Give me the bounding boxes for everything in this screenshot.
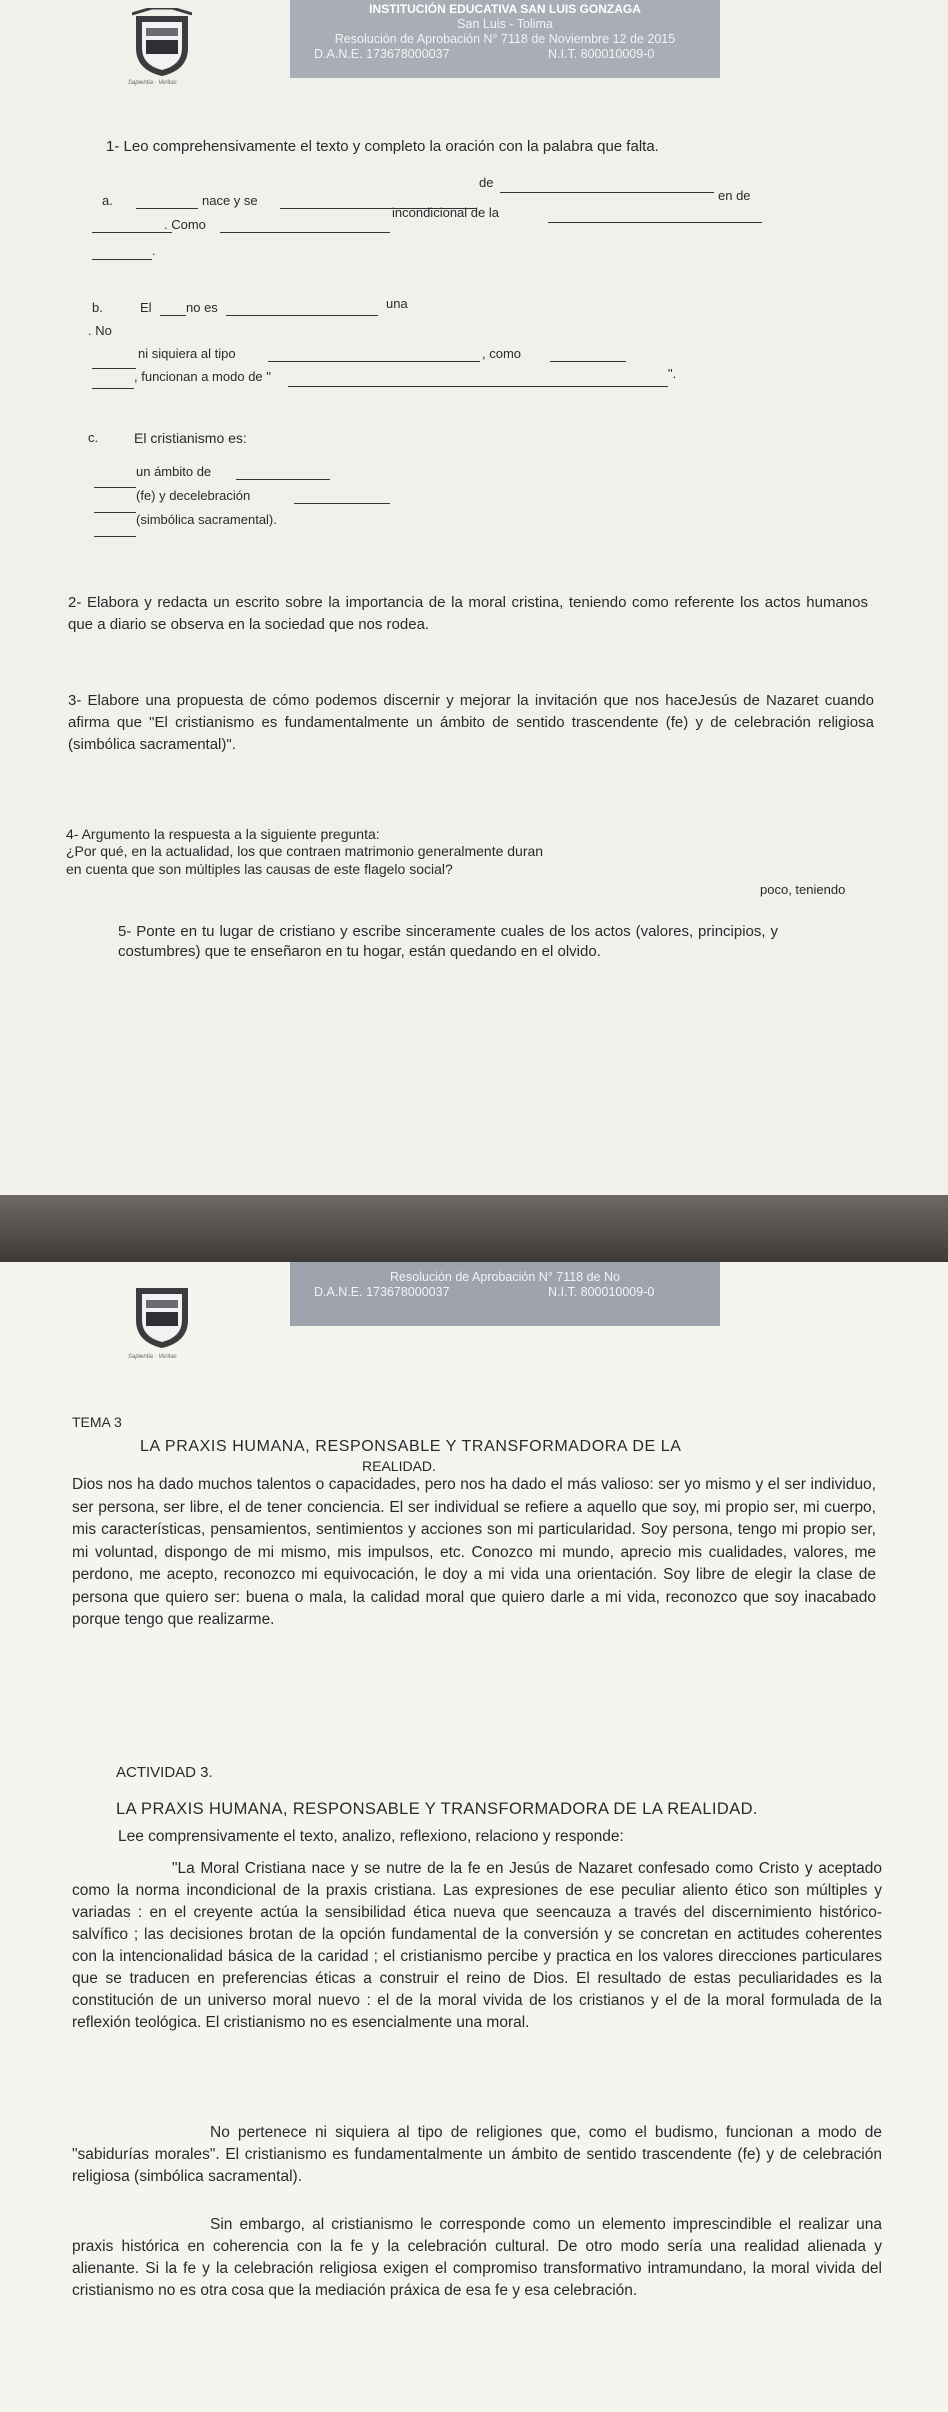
header-banner-2 <box>290 1262 720 1326</box>
worksheet-page-2 <box>0 1262 948 2412</box>
q1a-de: de <box>479 175 494 190</box>
reading-paragraph-2: No pertenece ni siquiera al tipo de religiones que, como el budismo, funcionan a modo de "sabidurías morales". El cristianismo es fundamentalmente un ámbito de sentido trascendente (fe) y de celebración religiosa (simbólica sacramental). <box>72 2124 882 2185</box>
question-3: 3- Elabore una propuesta de cómo podemos discernir y mejorar la invitación que nos haceJesús de Nazaret cuando afirma que "El cristianismo es fundamentalmente un ámbito de sentido trascendente (fe) y de celebración religiosa (simbólica sacramental)". <box>68 692 874 753</box>
nit-code: N.I.T. 800010009-0 <box>548 47 655 61</box>
q1a-period: . <box>152 243 156 258</box>
school-name: INSTITUCIÓN EDUCATIVA SAN LUIS GONZAGA <box>369 2 641 16</box>
q1c-blank-4[interactable] <box>294 491 390 504</box>
q1b-noes: no es <box>186 300 218 315</box>
actividad-title: LA PRAXIS HUMANA, RESPONSABLE Y TRANSFORMADORA DE LA REALIDAD. <box>116 1800 758 1818</box>
q1b-blank-7[interactable] <box>288 374 668 387</box>
q1a-como: . Como <box>164 217 206 232</box>
question-2: 2- Elabora y redacta un escrito sobre la importancia de la moral cristina, teniendo como referente los actos humanos que a diario se observa en la sociedad que nos rodea. <box>68 594 868 633</box>
question-4-extra: poco, teniendo <box>760 882 846 897</box>
q1c-blank-2[interactable] <box>236 467 330 480</box>
q1a-blank-3[interactable] <box>92 220 172 233</box>
question-4-line-3: en cuenta que son múltiples las causas de este flagelo social? <box>66 861 453 877</box>
q1b-end: ". <box>668 366 677 381</box>
q1c-ambito: un ámbito de <box>136 464 212 479</box>
intro-paragraph: Dios nos ha dado muchos talentos o capacidades, pero nos ha dado el más valioso: ser yo mismo y el ser individuo, ser persona, ser libre, el de tener conciencia. El ser individual se refiere a aquello que soy, mi propio ser, mi cuerpo, mis características, pensamientos, sentimientos y acciones son mi particularidad. Soy persona, tengo mi propio ser, mi voluntad, dispongo de mi mismo, mis impulsos, etc. Conozco mi mundo, aprecio mis cualidades, valores, me perdono, me acepto, reconozco mi equivocación, le doy a mi vida una orientación. Soy libre de elegir la clase de persona que quiero ser: buena o mala, la calidad moral que quiero darle a mi vida, reconozco que soy inacabado porque tengo que realizarme. <box>72 1476 876 1628</box>
question-1-title: 1- Leo comprehensivamente el texto y completo la oración con la palabra que falta. <box>106 138 659 155</box>
q1b-blank-2[interactable] <box>226 303 378 316</box>
tema-title-line-2: REALIDAD. <box>362 1458 436 1474</box>
q1a-incond: incondicional de la <box>392 205 499 220</box>
q1b-blank-6[interactable] <box>92 376 134 389</box>
q1c-title: El cristianismo es: <box>134 430 247 446</box>
reading-paragraph-3: Sin embargo, al cristianismo le corresponde como un elemento imprescindible el realizar una praxis histórica en coherencia con la fe y la celebración cultural. De otro modo sería una realidad alienada y alienante. Si la fe y la celebración religiosa exigen el compromiso transformativo intramundano, la moral vivida del cristianismo no es otra cosa que la mediación práxica de esa fe y esa celebración. <box>72 2216 882 2299</box>
school-header <box>0 0 948 92</box>
header-banner <box>290 0 720 78</box>
tema-title: LA PRAXIS HUMANA, RESPONSABLE Y TRANSFORMADORA DE LA <box>140 1438 682 1455</box>
question-5: 5- Ponte en tu lugar de cristiano y escribe sinceramente cuales de los actos (valores, principios, y costumbres) que te enseñaron en tu hogar, están quedando en el olvido. <box>118 923 778 960</box>
q1c-blank-5[interactable] <box>94 524 136 537</box>
q1a-blank-5[interactable] <box>548 210 762 223</box>
q1b-ni: ni siquiera al tipo <box>138 346 236 361</box>
school-crest-icon <box>132 1280 192 1350</box>
q1c-fe: (fe) y decelebración <box>136 488 251 503</box>
q1c-label: c. <box>88 430 99 445</box>
reading-paragraph-1: "La Moral Cristiana nace y se nutre de la fe en Jesús de Nazaret confesado como Cristo y aceptado como la norma incondicional de la praxis cristiana. Las expresiones de ese peculiar aliento ético son múltiples y variadas : en el creyente actúa la sensibilidad ética nueva que seencauza a través del discernimiento histórico-salvífico ; las decisiones brotan de la opción fundamental de la conversión y se concretan en actitudes coherentes con la intencionalidad básica de la caridad ; el cristianismo percibe y practica en los valores direcciones particulares que se traducen en preferencias éticas a construir el reino de Dios. El resultado de estas peculiaridades es la constitución de un universo moral nuevo : el de la moral vivida de los cristianos y el de la moral formulada de la reflexión teológica. El cristianismo no es esencialmente una moral. <box>72 1860 882 2031</box>
tema-label: TEMA 3 <box>72 1414 122 1430</box>
q1b-el: El <box>140 300 152 315</box>
q1a-blank-de[interactable] <box>500 180 714 193</box>
q1b-blank-3[interactable] <box>92 356 136 369</box>
page-gap-shadow <box>0 1195 948 1265</box>
actividad-label: ACTIVIDAD 3. <box>116 1764 213 1781</box>
q1a-blank-1[interactable] <box>136 196 198 209</box>
q1b-label: b. <box>92 300 103 315</box>
q1c-simb: (simbólica sacramental). <box>136 512 277 527</box>
question-4-line-2: ¿Por qué, en la actualidad, los que contraen matrimonio generalmente duran <box>66 843 544 859</box>
q1b-una: una <box>386 296 408 311</box>
question-4-title: 4- Argumento la respuesta a la siguiente pregunta: <box>66 826 380 842</box>
dane-code-2: D.A.N.E. 173678000037 <box>314 1285 450 1299</box>
q1b-blank-5[interactable] <box>550 349 626 362</box>
q1b-blank-1[interactable] <box>160 303 186 316</box>
school-city: San Luis - Tolima <box>457 17 553 31</box>
approval-resolution: Resolución de Aprobación N° 7118 de Noviembre 12 de 2015 <box>334 32 676 46</box>
q1a-nace: nace y se <box>202 193 258 208</box>
actividad-instruction: Lee comprensivamente el texto, analizo, reflexiono, relaciono y responde: <box>118 1828 624 1845</box>
q1b-blank-4[interactable] <box>268 349 480 362</box>
school-crest-icon <box>132 8 192 78</box>
nit-code-2: N.I.T. 800010009-0 <box>548 1285 655 1299</box>
q1b-funcionan: , funcionan a modo de " <box>134 369 271 384</box>
crest-motto: Sapientia · Veritas <box>128 80 177 86</box>
q1a-blank-4[interactable] <box>220 220 390 233</box>
crest-motto: Sapientia · Veritas <box>128 1354 177 1360</box>
dane-code: D.A.N.E. 173678000037 <box>314 47 450 61</box>
q1a-en-de: en de <box>718 188 751 203</box>
q1a-label: a. <box>102 193 113 208</box>
q1c-blank-3[interactable] <box>94 500 136 513</box>
approval-resolution-2: Resolución de Aprobación N° 7118 de No <box>390 1270 620 1284</box>
school-header-2 <box>0 1262 948 1360</box>
q1c-blank-1[interactable] <box>94 475 136 488</box>
q1b-como: , como <box>482 346 522 361</box>
q1b-no: . No <box>88 323 112 338</box>
q1a-blank-6[interactable] <box>92 247 152 260</box>
